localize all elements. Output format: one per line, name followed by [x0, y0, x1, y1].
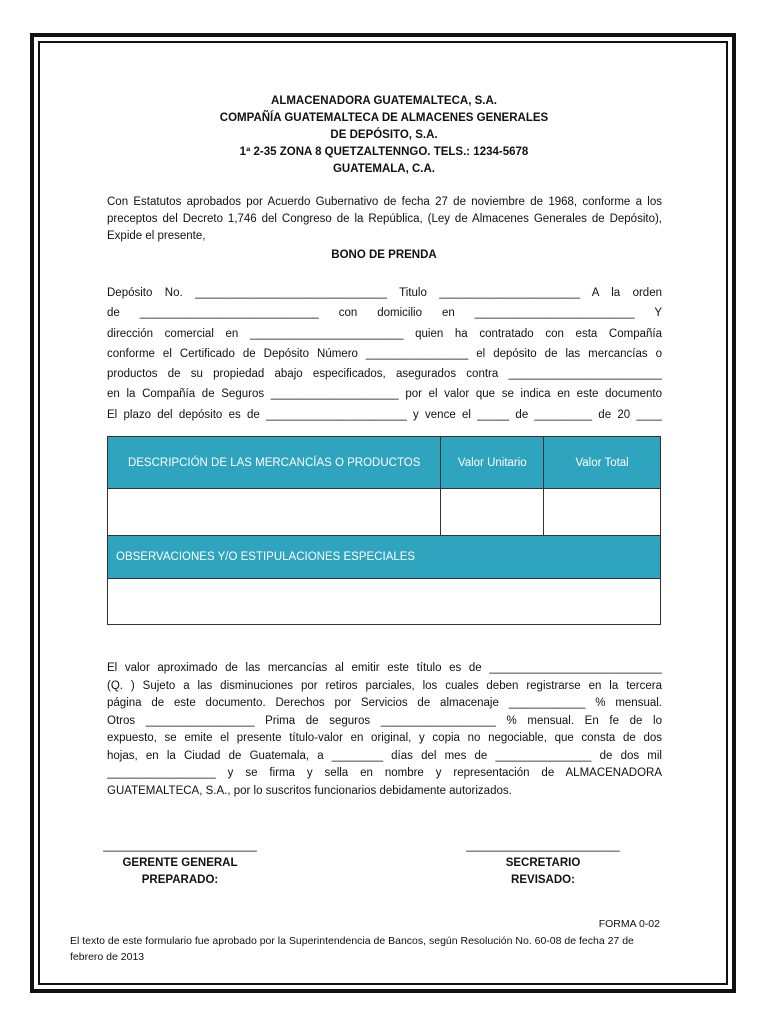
field-row-certificate: conforme el Certificado de Depósito Número ________________ el depósito de las mercancías o — [107, 347, 662, 360]
para-line-6: hojas, en la Ciudad de Guatemala, a ________ días del mes de _______________ de dos mil — [107, 749, 662, 762]
header-line-2: COMPAÑÍA GUATEMALTECA DE ALMACENES GENERALES — [219, 112, 549, 124]
total-value-cell[interactable] — [544, 489, 661, 536]
field-row-insurer: en la Compañía de Seguros ____________________ por el valor que se indica en este documento — [107, 388, 662, 401]
unit-value-cell[interactable] — [441, 489, 544, 536]
header-line-4: 1ª 2-35 ZONA 8 QUETZALTENNGO. TELS.: 1234-5678 — [239, 146, 529, 158]
description-cell[interactable] — [108, 489, 441, 536]
para-line-4: Otros _________________ Prima de seguros __________________ % mensual. En fe de lo — [107, 714, 662, 727]
deposit-fields — [107, 283, 662, 425]
header-line-1: ALMACENADORA GUATEMALTECA, S.A. — [271, 95, 497, 107]
footnote: El texto de este formulario fue aprobado por la Superintendencia de Bancos, según Resolución No. 60-08 de fecha 27 de febrero de 2013 — [70, 935, 634, 963]
col-unit-value: Valor Unitario — [441, 437, 544, 489]
signature-sub-right: REVISADO: — [511, 874, 575, 886]
signature-title-left: GERENTE GENERAL — [122, 857, 238, 869]
company-header — [0, 93, 768, 178]
observations-row — [108, 579, 661, 625]
para-line-8: GUATEMALTECA, S.A., por lo suscritos funcionarios debidamente autorizados. — [107, 784, 512, 797]
signature-line-left: ________________________ — [103, 840, 257, 852]
signature-right — [458, 838, 628, 889]
field-row-insured: productos de su propiedad abajo especificados, asegurados contra ________________________ — [107, 368, 662, 381]
table-row — [108, 489, 661, 536]
field-row-deposit: Depósito No. ______________________________ Titulo ______________________ A la orden — [107, 287, 662, 299]
goods-table — [107, 436, 661, 625]
header-line-3: DE DEPÓSITO, S.A. — [330, 129, 438, 141]
observations-cell[interactable] — [108, 579, 661, 625]
observations-header: OBSERVACIONES Y/O ESTIPULACIONES ESPECIALES — [108, 536, 661, 579]
form-number: FORMA 0-02 — [598, 918, 660, 930]
para-line-1: El valor aproximado de las mercancías al emitir este título es de ___________________________ — [107, 662, 662, 674]
observations-header-row — [108, 536, 661, 579]
field-row-domicile: de ____________________________ con domicilio en _________________________ Y — [107, 307, 662, 320]
header-line-5: GUATEMALA, C.A. — [332, 163, 435, 175]
signature-sub-left: PREPARADO: — [141, 874, 219, 886]
intro-paragraph: Con Estatutos aprobados por Acuerdo Gubernativo de fecha 27 de noviembre de 1968, conforme a los preceptos del Decreto 1,746 del Congreso de la República, (Ley de Almacenes Generales de Depósito), Expide el presente, — [107, 196, 662, 242]
field-row-address: dirección comercial en ________________________ quien ha contratado con esta Compañía — [107, 327, 662, 340]
signature-line-right: ________________________ — [466, 840, 620, 852]
para-line-3: página de este documento. Derechos por Servicios de almacenaje ____________ % mensual. — [107, 697, 662, 709]
col-description: DESCRIPCIÓN DE LAS MERCANCÍAS O PRODUCTOS — [108, 437, 441, 489]
table-header-row — [108, 437, 661, 489]
signature-left — [100, 838, 260, 889]
field-row-term: El plazo del depósito es de ______________________ y vence el _____ de _________ de 20 ____ — [107, 408, 662, 421]
col-total-value: Valor Total — [544, 437, 661, 489]
para-line-5: expuesto, se emite el presente título-valor en original, y copia no negociable, que consta de dos — [107, 732, 662, 744]
para-line-7: _________________ y se firma y sella en nombre y representación de ALMACENADORA — [107, 767, 662, 779]
value-paragraph — [107, 660, 662, 800]
document-title: BONO DE PRENDA — [331, 249, 437, 261]
para-line-2: (Q. ) Sujeto a las disminuciones por retiros parciales, los cuales deben registrarse en la tercera — [107, 679, 662, 692]
signature-title-right: SECRETARIO — [505, 857, 581, 869]
